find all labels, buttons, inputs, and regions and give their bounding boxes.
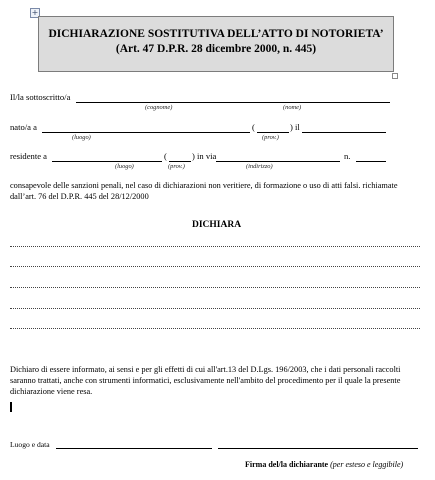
document-title: DICHIARAZIONE SOSTITUTIVA DELL’ATTO DI NOTORIETA’ [48, 28, 384, 40]
dotted-line-5[interactable] [10, 328, 420, 329]
consapevole-paragraph: consapevole delle sanzioni penali, nel caso di dichiarazioni non veritiere, di formazione o uso di atti falsi. richiamate dall’art. 76 del D.P.R. 445 del 28/12/2000 [10, 181, 398, 201]
birthdate-field-line[interactable] [302, 132, 386, 133]
residence-prov-field-line[interactable] [169, 161, 191, 162]
luogo-hint: (luogo) [72, 134, 91, 141]
residente-label: residente a [10, 151, 47, 161]
dotted-line-4[interactable] [10, 308, 420, 309]
name-field-line[interactable] [76, 102, 390, 103]
dotted-line-3[interactable] [10, 287, 420, 288]
prov-close-paren: ) [290, 122, 293, 132]
dichiara-heading: DICHIARA [192, 220, 242, 230]
il-label: il [295, 122, 300, 132]
luogo-data-label: Luogo e data [10, 440, 50, 449]
residence-field-line[interactable] [52, 161, 162, 162]
prov-hint: (prov.) [262, 134, 279, 141]
nato-label: nato/a a [10, 122, 37, 132]
privacy-paragraph: Dichiaro di essere informato, ai sensi e per gli effetti di cui all'art.13 del D.Lgs. 196/2003, che i dati personali raccolti saranno trattati, anche con strumenti informatici, esclusivamente nell'ambito del procedimento per il quale la presente dichiarazione viene resa. [10, 365, 401, 396]
dotted-line-1[interactable] [10, 246, 420, 247]
dotted-line-2[interactable] [10, 266, 420, 267]
text-cursor [10, 402, 12, 412]
prov-open-paren: ( [252, 122, 255, 132]
document-subtitle: (Art. 47 D.P.R. 28 dicembre 2000, n. 445) [115, 43, 317, 55]
title-box [38, 16, 394, 72]
place-date-field-line[interactable] [56, 448, 212, 449]
birth-prov-field-line[interactable] [257, 132, 289, 133]
signature-field-line[interactable] [218, 448, 418, 449]
signature-label: Firma del/la dichiarante (per esteso e leggibile) [245, 460, 404, 469]
address-field-line[interactable] [216, 161, 340, 162]
residence-luogo-hint: (luogo) [115, 163, 134, 170]
residence-prov-hint: (prov.) [168, 163, 185, 170]
nome-hint: (nome) [283, 104, 302, 111]
number-label: n. [344, 151, 351, 161]
signature-note: (per esteso e leggibile) [330, 460, 404, 469]
birthplace-field-line[interactable] [42, 132, 250, 133]
resize-handle-icon[interactable] [392, 73, 398, 79]
in-via-label: ) in via [192, 151, 217, 161]
residence-prov-open-paren: ( [164, 151, 167, 161]
sottoscritto-label: Il/la sottoscritto/a [10, 92, 71, 102]
cognome-hint: (cognome) [145, 104, 173, 111]
house-number-field-line[interactable] [356, 161, 386, 162]
indirizzo-hint: (indirizzo) [246, 163, 273, 170]
move-handle-icon[interactable]: + [31, 8, 39, 17]
